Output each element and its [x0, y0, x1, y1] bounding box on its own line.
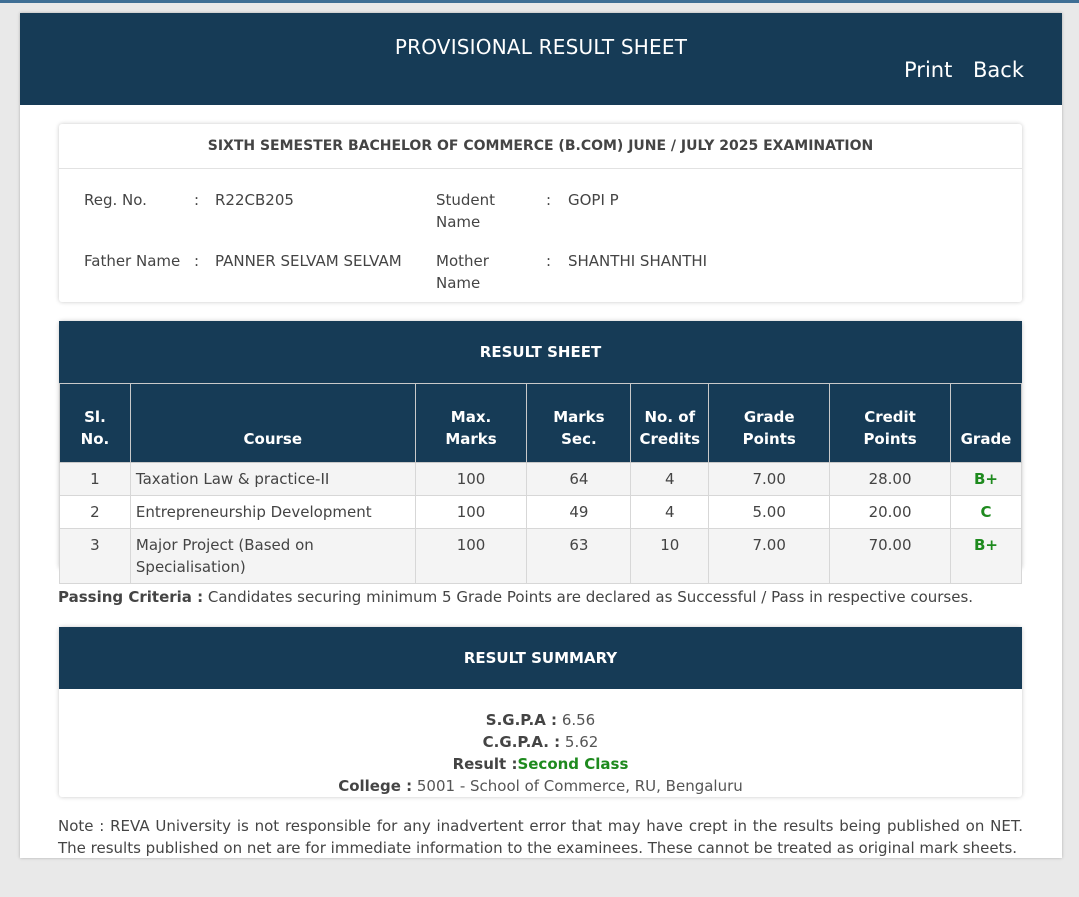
cell-sl: 1: [60, 463, 131, 496]
sgpa-value: 6.56: [557, 711, 596, 729]
cell-grade: B+: [950, 529, 1021, 584]
col-header-line: Points: [742, 430, 796, 448]
disclaimer-note: Note : REVA University is not responsible for any inadvertent error that may have crept in the results being published on NET. The results published on net are for immediate information to the examinees. These cannot be treated as original mark sheets.: [58, 817, 1023, 857]
cell-credits: 4: [631, 463, 709, 496]
cell-marks-sec: 63: [527, 529, 631, 584]
col-header-line: Points: [863, 430, 917, 448]
cell-course: Major Project (Based on Specialisation): [130, 529, 415, 584]
college-label: College :: [338, 777, 413, 795]
result-value: Second Class: [517, 755, 629, 773]
page-title: PROVISIONAL RESULT SHEET: [394, 35, 688, 59]
table-row: [60, 463, 1022, 496]
result-label: Result :: [452, 755, 518, 773]
cgpa-value: 5.62: [560, 733, 599, 751]
page-header: [20, 13, 1062, 105]
cell-max-marks: 100: [415, 496, 527, 529]
print-link[interactable]: Print: [904, 58, 953, 82]
col-header-credits: [631, 384, 709, 463]
table-row: [60, 529, 1022, 584]
col-header-line: No. of: [644, 408, 696, 426]
sgpa-line: [59, 709, 1022, 731]
student-name-label-line2: Name: [436, 213, 481, 231]
cell-max-marks: 100: [415, 463, 527, 496]
col-header-line: Marks: [445, 430, 497, 448]
cell-grade-points: 7.00: [709, 529, 830, 584]
col-header-max-marks: [415, 384, 527, 463]
header-actions: [890, 58, 1024, 82]
cell-course: Taxation Law & practice-II: [130, 463, 415, 496]
result-line: [59, 753, 1022, 775]
col-header-line: Credit: [864, 408, 916, 426]
col-header-line: Grade: [960, 430, 1012, 448]
col-header-marks-sec: [527, 384, 631, 463]
college-line: [59, 775, 1022, 797]
cell-sl: 3: [60, 529, 131, 584]
father-name-label: Father Name: [84, 252, 181, 270]
colon: :: [194, 252, 200, 270]
reg-no-label: Reg. No.: [84, 191, 147, 209]
cell-credit-points: 20.00: [830, 496, 951, 529]
reg-no-value: R22CB205: [215, 191, 294, 209]
cell-credits: 10: [631, 529, 709, 584]
colon: :: [546, 191, 552, 209]
student-info-card: [59, 124, 1022, 302]
col-header-line: Sl.: [84, 408, 106, 426]
col-header-line: Marks: [553, 408, 605, 426]
college-value: 5001 - School of Commerce, RU, Bengaluru: [412, 777, 743, 795]
mother-name-label-line2: Name: [436, 274, 481, 292]
colon: :: [546, 252, 552, 270]
col-header-line: Grade: [743, 408, 795, 426]
cell-grade: B+: [950, 463, 1021, 496]
cell-credits: 4: [631, 496, 709, 529]
cell-marks-sec: 64: [527, 463, 631, 496]
result-table: [59, 383, 1022, 584]
student-name-label: [436, 189, 495, 233]
result-summary-heading: RESULT SUMMARY: [59, 627, 1022, 689]
student-name-label-line1: Student: [436, 191, 496, 209]
col-header-line: Credits: [639, 430, 701, 448]
cell-grade-points: 5.00: [709, 496, 830, 529]
mother-name-label: [436, 250, 489, 294]
cgpa-label: C.G.P.A. :: [482, 733, 561, 751]
col-header-credit-points: [830, 384, 951, 463]
result-summary-card: [59, 627, 1022, 797]
passing-criteria: [58, 588, 973, 606]
back-link[interactable]: Back: [973, 58, 1024, 82]
cell-credit-points: 70.00: [830, 529, 951, 584]
col-header-line: Sec.: [561, 430, 597, 448]
passing-criteria-text: Candidates securing minimum 5 Grade Points are declared as Successful / Pass in respective courses.: [203, 588, 974, 606]
cell-grade-points: 7.00: [709, 463, 830, 496]
cgpa-line: [59, 731, 1022, 753]
col-header-grade-points: [709, 384, 830, 463]
result-sheet-card: [59, 321, 1022, 576]
col-header-line: Course: [243, 430, 302, 448]
table-row: [60, 496, 1022, 529]
father-name-value: PANNER SELVAM SELVAM: [215, 252, 402, 270]
col-header-line: No.: [80, 430, 110, 448]
cell-max-marks: 100: [415, 529, 527, 584]
colon: :: [194, 191, 200, 209]
mother-name-label-line1: Mother: [436, 252, 489, 270]
table-header-row: [60, 384, 1022, 463]
cell-course: Entrepreneurship Development: [130, 496, 415, 529]
result-sheet-heading: RESULT SHEET: [59, 321, 1022, 383]
col-header-sl-no: [60, 384, 131, 463]
result-sheet-page: [20, 13, 1062, 858]
sgpa-label: S.G.P.A :: [485, 711, 558, 729]
exam-title: SIXTH SEMESTER BACHELOR OF COMMERCE (B.COM) JUNE / JULY 2025 EXAMINATION: [59, 124, 1022, 169]
col-header-course: [130, 384, 415, 463]
passing-criteria-label: Passing Criteria :: [58, 588, 204, 606]
cell-credit-points: 28.00: [830, 463, 951, 496]
result-summary-body: [59, 709, 1022, 797]
cell-sl: 2: [60, 496, 131, 529]
student-name-value: GOPI P: [568, 191, 619, 209]
col-header-line: Max.: [450, 408, 492, 426]
top-border: [0, 0, 1079, 3]
mother-name-value: SHANTHI SHANTHI: [568, 252, 708, 270]
col-header-grade: [950, 384, 1021, 463]
cell-grade: C: [950, 496, 1021, 529]
cell-marks-sec: 49: [527, 496, 631, 529]
